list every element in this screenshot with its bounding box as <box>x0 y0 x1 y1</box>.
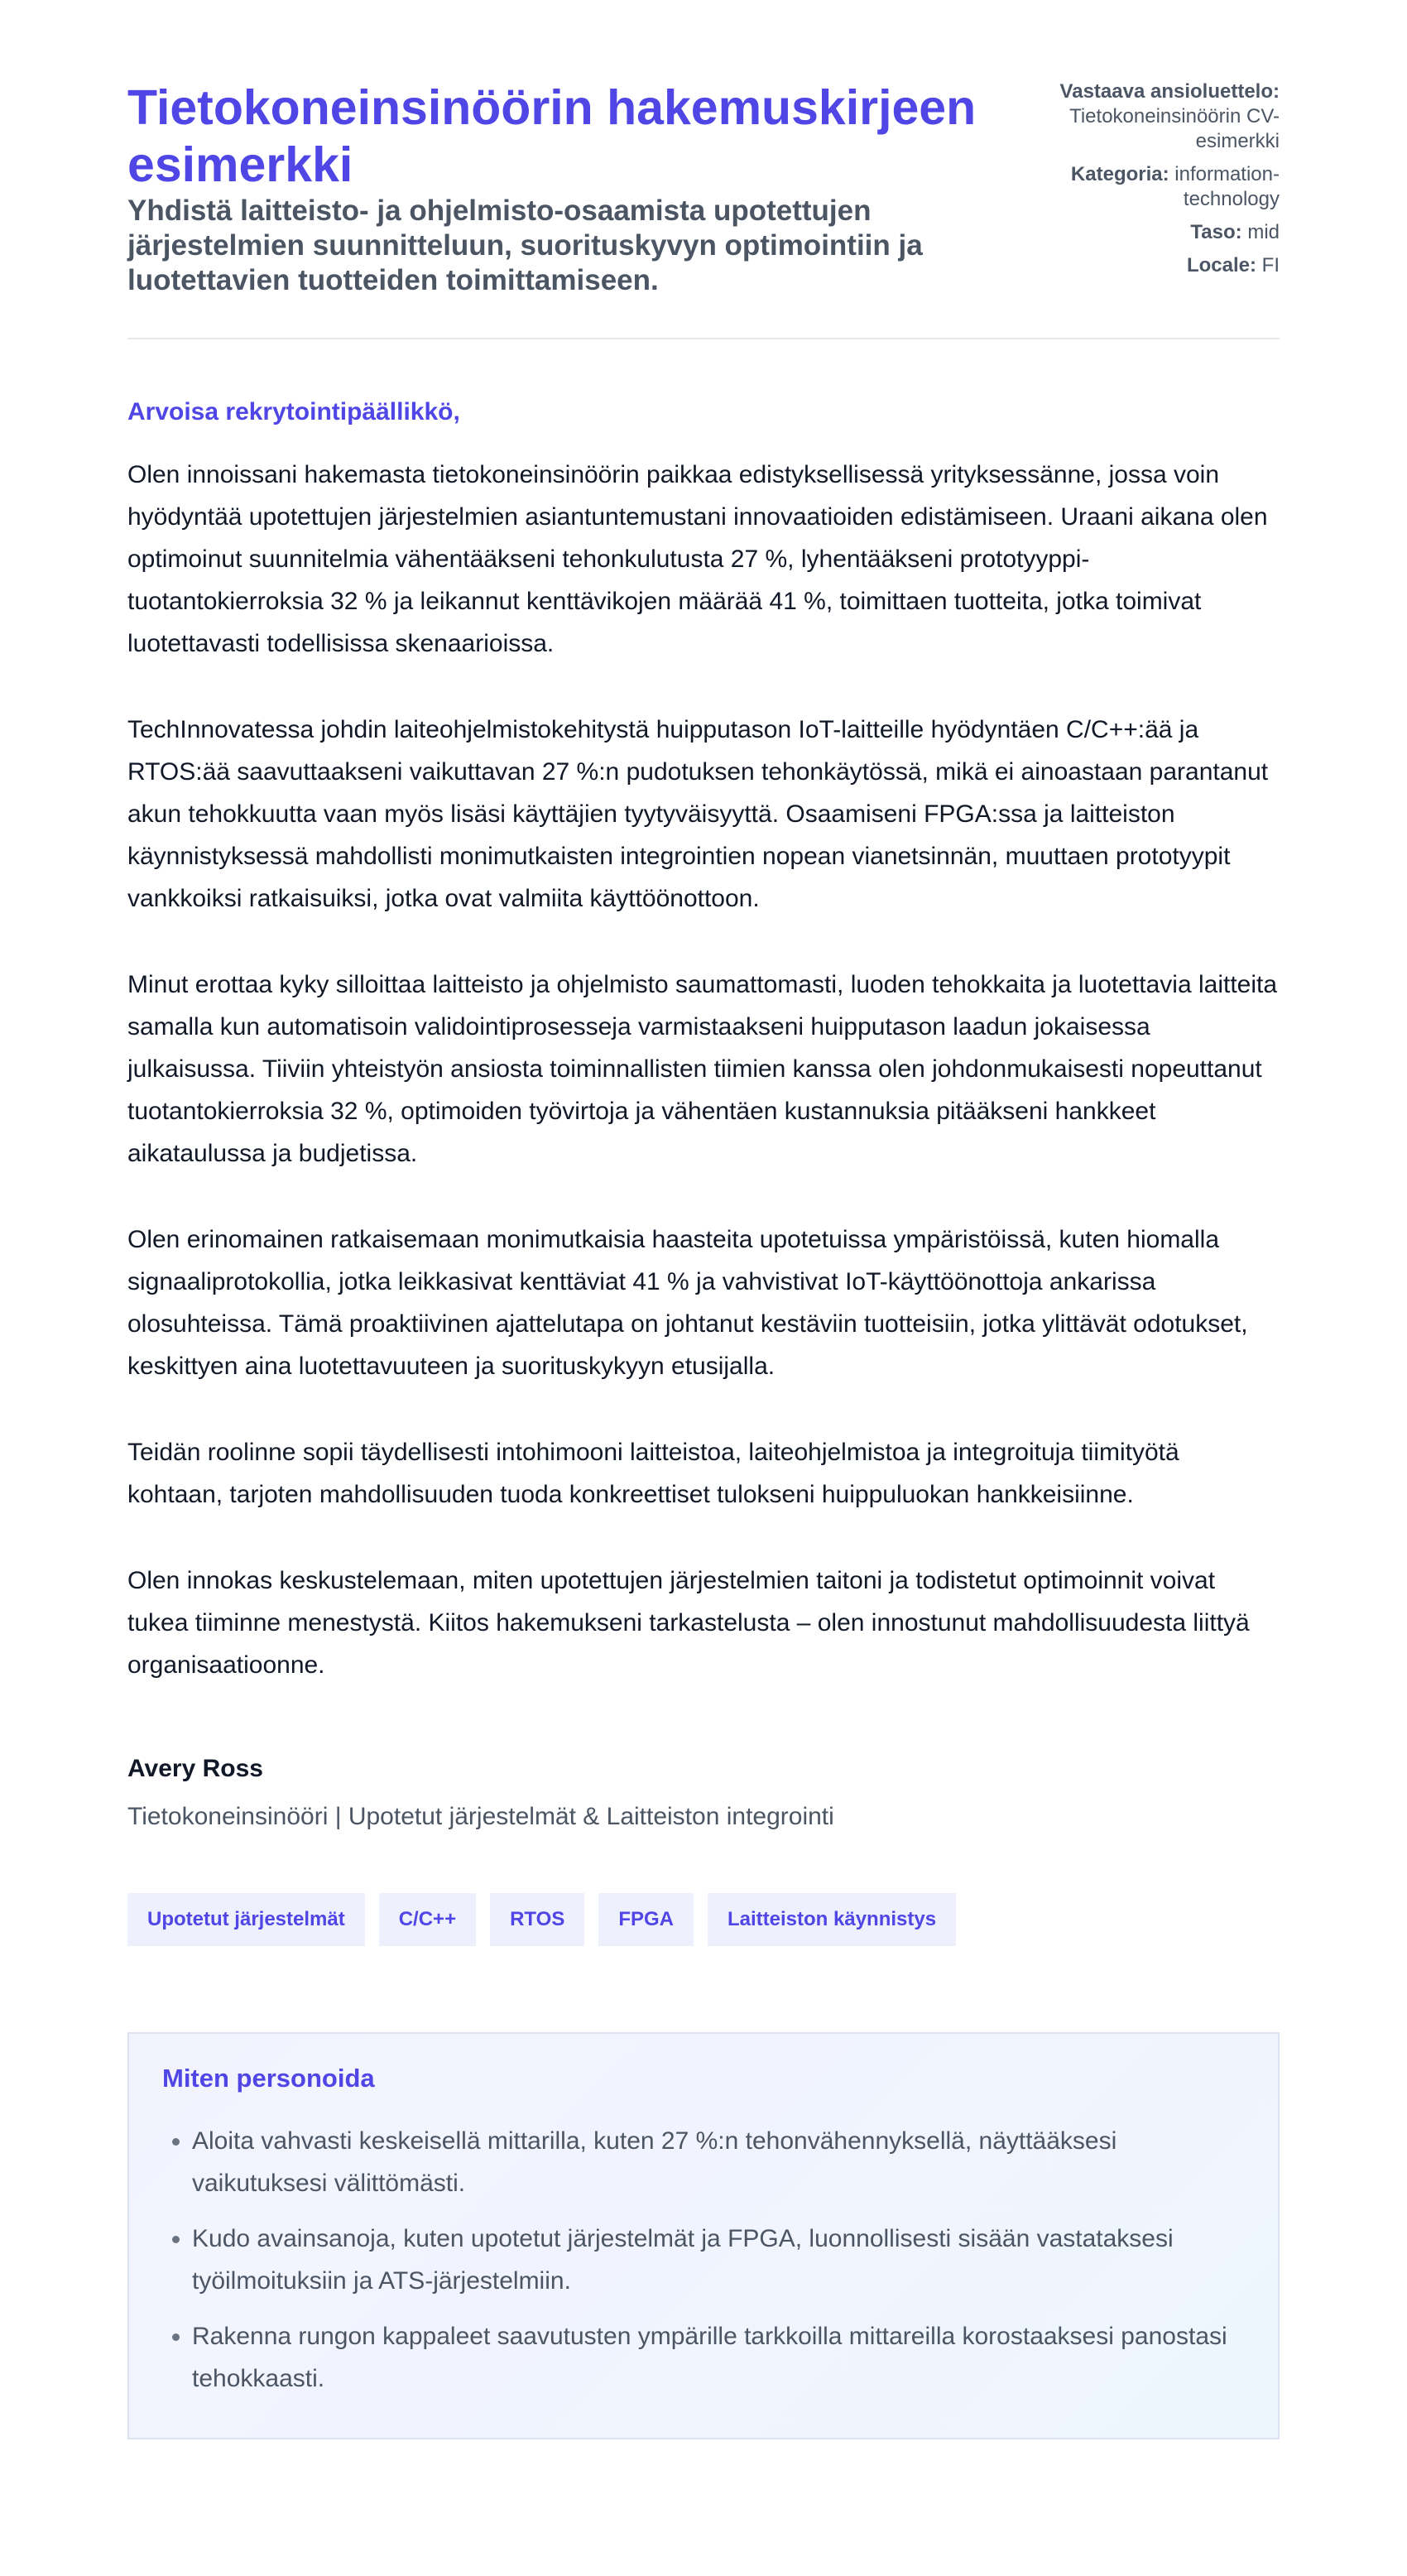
letter-salutation: Arvoisa rekrytointipäällikkö, <box>127 398 460 425</box>
skill-tag: C/C++ <box>379 1893 476 1946</box>
letter-body <box>127 454 1280 1686</box>
skill-tag: RTOS <box>490 1893 584 1946</box>
meta-locale-label: Locale: <box>1186 254 1256 276</box>
letter-paragraph: TechInnovatessa johdin laiteohjelmistokehitystä huipputason IoT-laitteille hyödyntäen C/C++:ää ja RTOS:ää saavuttaakseni vaikuttavan 27 %:n pudotuksen tehonkäytössä, mikä ei ainoastaan parantanut akun tehokkuutta vaan myös lisäsi käyttäjien tyytyväisyyttä. Osaamiseni FPGA:ssa ja laitteiston käynnistyksessä mahdollisti monimutkaisten integrointien nopean vianetsinnän, muuttaen prototyypit vankkoiksi ratkaisuiksi, jotka ovat valmiita käyttöönottoon. <box>127 716 1269 912</box>
meta-category-label: Kategoria: <box>1070 163 1169 185</box>
meta-category-value: information-technology <box>1174 163 1280 210</box>
personalization-tips <box>127 2032 1280 2439</box>
skill-tags <box>127 1893 1280 1946</box>
letter-paragraph: Minut erottaa kyky silloittaa laitteisto ja ohjelmisto saumattomasti, luoden tehokkaita ja luotettavia laitteita samalla kun automatisoin validointiprosesseja varmistaakseni huipputason laadun jokaisessa julkaisussa. Tiiviin yhteistyön ansiosta toiminnallisten tiimien kanssa olen johdonmukaisesti nopeuttanut tuotantokierroksia 32 %, optimoiden työvirtoja ja vähentäen kustannuksia pitääkseni hankkeet aikataulussa ja budjetissa. <box>127 971 1278 1167</box>
page-title: Tietokoneinsinöörin hakemuskirjeen esimerkki <box>127 80 977 192</box>
header-titles <box>127 79 1021 298</box>
meta-related-resume <box>1040 79 1280 154</box>
signature-name: Avery Ross <box>127 1755 263 1782</box>
tip-item: • Rakenna rungon kappaleet saavutusten ympärille tarkkoilla mittareilla korostaaksesi panostasi tehokkaasti. <box>192 2315 1245 2400</box>
skill-tag: Upotetut järjestelmät <box>127 1893 365 1946</box>
letter-paragraph: Olen erinomainen ratkaisemaan monimutkaisia haasteita upotetuissa ympäristöissä, kuten hiomalla signaaliprotokollia, jotka leikkasivat kenttäviat 41 % ja vahvistivat IoT-käyttöönottoja ankarissa olosuhteissa. Tämä proaktiivinen ajattelutapa on johtanut kestäviin tuotteisiin, jotka ylittävät odotukset, keskittyen aina luotettavuuteen ja suorituskykyyn etusijalla. <box>127 1226 1248 1380</box>
skill-tag: FPGA <box>598 1893 694 1946</box>
skill-tag: Laitteiston käynnistys <box>708 1893 956 1946</box>
meta-level-label: Taso: <box>1190 221 1242 243</box>
meta-related-label: Vastaava ansioluettelo: <box>1059 80 1280 103</box>
signature-block <box>127 1752 1280 1833</box>
tips-list <box>162 2120 1245 2400</box>
letter-paragraph: Olen innoissani hakemasta tietokoneinsinöörin paikkaa edistyksellisessä yrityksessänne, jossa voin hyödyntää upotettujen järjestelmien asiantuntemustani innovaatioiden edistämiseen. Uraani aikana olen optimoinut suunnitelmia vähentääkseni tehonkulutusta 27 %, lyhentääkseni prototyyppi-tuotantokierroksia 32 % ja leikannut kenttävikojen määrää 41 %, toimittaen tuotteita, jotka toimivat luotettavasti todellisissa skenaarioissa. <box>127 461 1268 657</box>
meta-level-value: mid <box>1247 221 1280 243</box>
tip-item: • Kudo avainsanoja, kuten upotetut järjestelmät ja FPGA, luonnollisesti sisään vastataksesi työilmoituksiin ja ATS-järjestelmiin. <box>192 2218 1245 2302</box>
meta-related-link[interactable]: Tietokoneinsinöörin CV-esimerkki <box>1069 105 1280 152</box>
page-header <box>127 0 1280 298</box>
letter-paragraph: Teidän roolinne sopii täydellisesti intohimooni laitteistoa, laiteohjelmistoa ja integroituja tiimityötä kohtaan, tarjoten mahdollisuuden tuoda konkreettiset tulokseni huippuluokan hankkeisiinne. <box>127 1439 1179 1508</box>
letter-paragraph: Olen innokas keskustelemaan, miten upotettujen järjestelmien taitoni ja todistetut optimoinnit voivat tukea tiiminne menestystä. Kiitos hakemukseni tarkastelusta – olen innostunut mahdollisuudesta liittyä organisaatioonne. <box>127 1567 1250 1679</box>
header-divider <box>127 338 1280 339</box>
meta-panel <box>1040 79 1280 286</box>
tips-title: Miten personoida <box>162 2064 375 2093</box>
meta-category <box>1040 162 1280 212</box>
meta-locale <box>1040 253 1280 278</box>
tip-item: • Aloita vahvasti keskeisellä mittarilla, kuten 27 %:n tehonvähennyksellä, näyttääksesi vaikutuksesi välittömästi. <box>192 2120 1245 2204</box>
page-subtitle: Yhdistä laitteisto- ja ohjelmisto-osaamista upotettujen järjestelmien suunnitteluun, suorituskyvyn optimointiin ja luotettavien tuotteiden toimittamiseen. <box>127 195 923 296</box>
meta-locale-value: FI <box>1261 254 1280 276</box>
signature-role: Tietokoneinsinööri | Upotetut järjestelmät & Laitteiston integrointi <box>127 1803 834 1830</box>
meta-level <box>1040 220 1280 245</box>
